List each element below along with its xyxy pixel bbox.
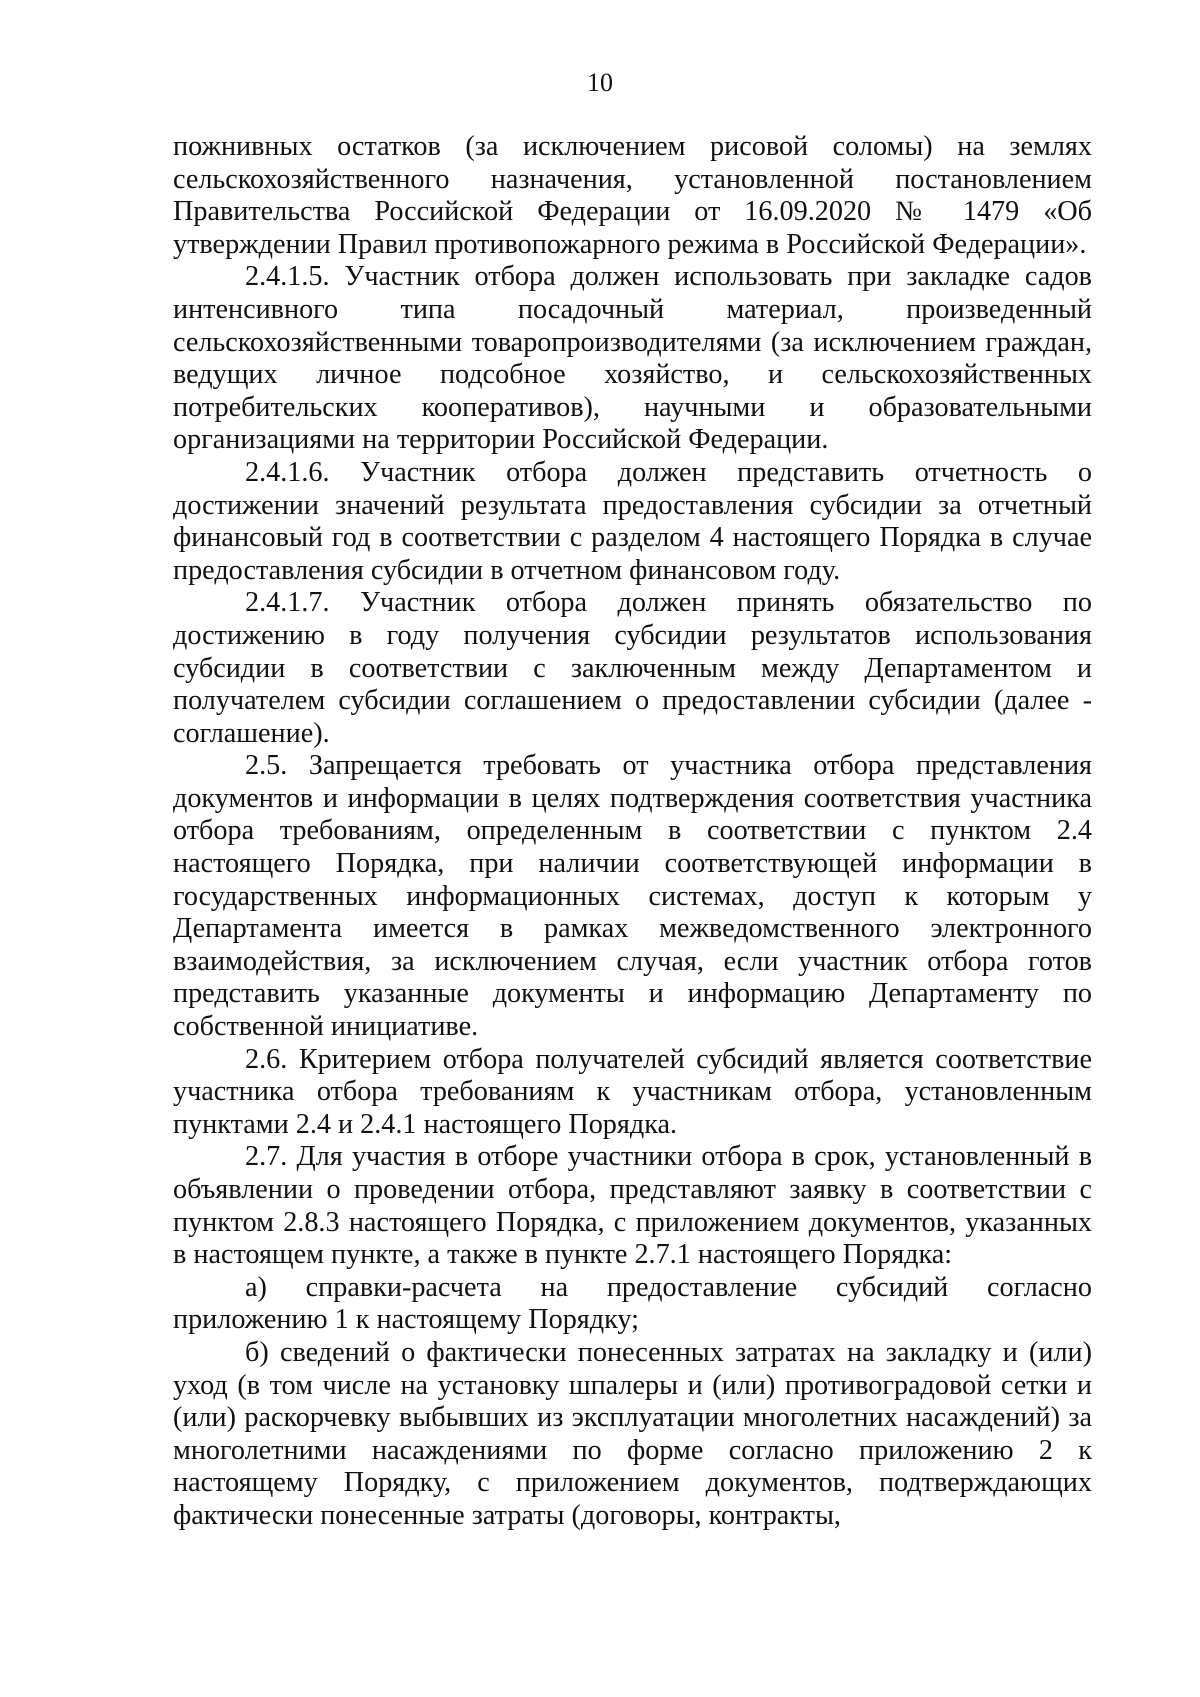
page-number: 10: [587, 68, 613, 97]
paragraph-2-4-1-7: 2.4.1.7. Участник отбора должен принять обязательство по достижению в году получения субсидии результатов использования субсидии в соответствии с заключенным между Департаментом и получателем субсидии соглашением о предоставлении субсидии (далее - соглашение).: [173, 587, 1092, 749]
document-body: [173, 131, 1092, 1533]
paragraph-continuation: пожнивных остатков (за исключением рисовой соломы) на землях сельскохозяйственного назначения, установленной постановлением Правительства Российской Федерации от 16.09.2020 № 1479 «Об утверждении Правил противопожарного режима в Российской Федерации».: [173, 131, 1092, 260]
paragraph-2-4-1-6: 2.4.1.6. Участник отбора должен представить отчетность о достижении значений результата предоставления субсидии за отчетный финансовый год в соответствии с разделом 4 настоящего Порядка в случае предоставления субсидии в отчетном финансовом году.: [173, 456, 1092, 586]
list-item-b: б) сведений о фактически понесенных затратах на закладку и (или) уход (в том числе на установку шпалеры и (или) противоградовой сетки и (или) раскорчевку выбывших из эксплуатации многолетних насаждений) за многолетними насаждениями по форме согласно приложению 2 к настоящему Порядку, с приложением документов, подтверждающих фактически понесенные затраты (договоры, контракты,: [173, 1336, 1092, 1531]
paragraph-2-6: 2.6. Критерием отбора получателей субсидий является соответствие участника отбора требованиям к участникам отбора, установленным пунктами 2.4 и 2.4.1 настоящего Порядка.: [173, 1043, 1092, 1140]
paragraph-2-7: 2.7. Для участия в отборе участники отбора в срок, установленный в объявлении о проведении отбора, представляют заявку в соответствии с пунктом 2.8.3 настоящего Порядка, с приложением документов, указанных в настоящем пункте, а также в пункте 2.7.1 настоящего Порядка:: [173, 1141, 1092, 1271]
paragraph-2-5: 2.5. Запрещается требовать от участника отбора представления документов и информации в целях подтверждения соответствия участника отбора требованиям, определенным в соответствии с пунктом 2.4 настоящего Порядка, при наличии соответствующей информации в государственных информационных системах, доступ к которым у Департамента имеется в рамках межведомственного электронного взаимодействия, за исключением случая, если участник отбора готов представить указанные документы и информацию Департаменту по собственной инициативе.: [173, 750, 1092, 1043]
paragraph-2-4-1-5: 2.4.1.5. Участник отбора должен использовать при закладке садов интенсивного типа посадочный материал, произведенный сельскохозяйственными товаропроизводителями (за исключением граждан, ведущих личное подсобное хозяйство, и сельскохозяйственных потребительских кооперативов), научными и образовательными организациями на территории Российской Федерации.: [173, 261, 1092, 456]
list-item-a: а) справки-расчета на предоставление субсидий согласно приложению 1 к настоящему Порядку;: [173, 1271, 1092, 1336]
